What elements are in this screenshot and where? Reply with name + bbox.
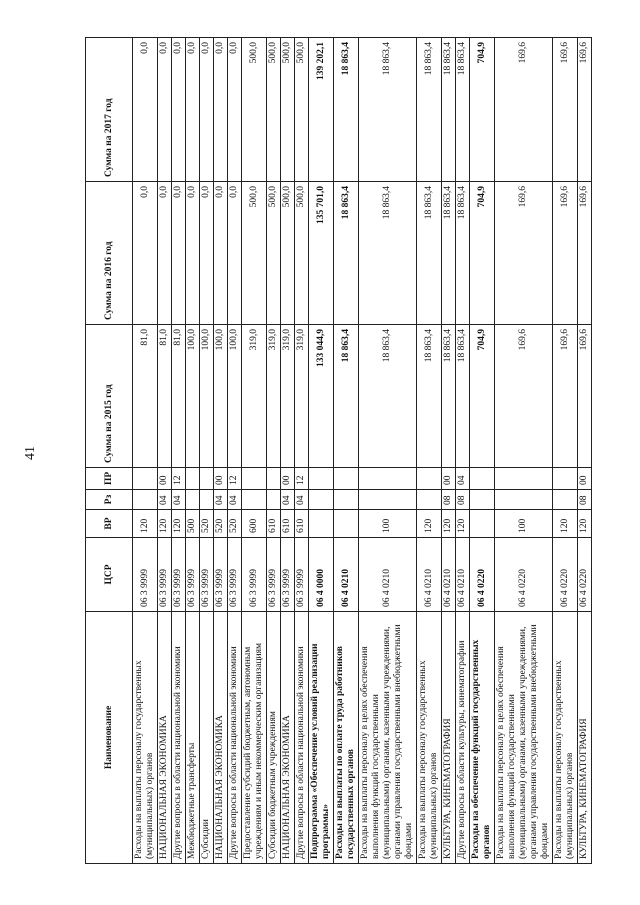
cell-sum-2016: 704,9 — [470, 182, 495, 325]
cell-name: Расходы на выплаты персоналу государственных (муниципальных) органов — [133, 612, 158, 864]
cell-name: Межбюджетные трансферты — [186, 612, 200, 864]
table-row — [186, 38, 200, 864]
cell-name: Субсидии — [200, 612, 214, 864]
cell-sum-2015: 81,0 — [172, 325, 186, 468]
cell-sum-2017: 139 202,1 — [309, 38, 334, 182]
cell-name: Другие вопросы в области национальной экономики — [228, 612, 242, 864]
cell-csr: 06 4 0210 — [359, 538, 417, 612]
cell-csr: 06 3 9999 — [242, 538, 267, 612]
cell-sum-2017: 0,0 — [186, 38, 200, 182]
cell-csr: 06 3 9999 — [228, 538, 242, 612]
table-body — [133, 38, 592, 864]
cell-pr: 00 — [158, 468, 172, 490]
cell-sum-2015: 18 863,4 — [334, 325, 359, 468]
cell-sum-2017: 18 863,4 — [334, 38, 359, 182]
table-row — [172, 38, 186, 864]
cell-vr: 120 — [417, 510, 442, 538]
cell-sum-2016: 169,6 — [578, 182, 592, 325]
table-row — [295, 38, 309, 864]
cell-vr: 120 — [456, 510, 470, 538]
table-row — [309, 38, 334, 864]
table-row — [158, 38, 172, 864]
header-sum-2017: Сумма на 2017 год — [86, 38, 133, 182]
cell-sum-2015: 319,0 — [267, 325, 281, 468]
cell-sum-2015: 133 044,9 — [309, 325, 334, 468]
cell-sum-2017: 500,0 — [267, 38, 281, 182]
cell-name: КУЛЬТУРА, КИНЕМАТОГРАФИЯ — [578, 612, 592, 864]
cell-sum-2017: 169,6 — [553, 38, 578, 182]
cell-sum-2015: 81,0 — [158, 325, 172, 468]
cell-name: Субсидии бюджетным учреждениям — [267, 612, 281, 864]
cell-sum-2017: 500,0 — [242, 38, 267, 182]
cell-sum-2015: 100,0 — [228, 325, 242, 468]
cell-vr: 610 — [267, 510, 281, 538]
cell-sum-2017: 0,0 — [228, 38, 242, 182]
cell-rz: 08 — [578, 490, 592, 510]
cell-pr: 00 — [281, 468, 295, 490]
cell-sum-2017: 18 863,4 — [456, 38, 470, 182]
cell-vr: 120 — [553, 510, 578, 538]
cell-name: Расходы на выплаты персоналу в целях обеспечения выполнения функций государственными (муниципальными) органами, казенными учреждениями, органами управления государственными внебюджетными фондами — [495, 612, 553, 864]
cell-sum-2015: 18 863,4 — [417, 325, 442, 468]
cell-sum-2015: 100,0 — [214, 325, 228, 468]
cell-sum-2016: 500,0 — [281, 182, 295, 325]
cell-sum-2016: 18 863,4 — [417, 182, 442, 325]
cell-sum-2017: 169,6 — [495, 38, 553, 182]
cell-name: Расходы на выплаты персоналу государственных (муниципальных) органов — [417, 612, 442, 864]
cell-rz — [359, 490, 417, 510]
cell-sum-2015: 100,0 — [186, 325, 200, 468]
table-row — [456, 38, 470, 864]
header-vr: ВР — [86, 510, 133, 538]
cell-rz — [242, 490, 267, 510]
cell-sum-2015: 169,6 — [553, 325, 578, 468]
cell-rz: 08 — [442, 490, 456, 510]
cell-sum-2016: 500,0 — [242, 182, 267, 325]
cell-vr: 520 — [214, 510, 228, 538]
cell-vr: 500 — [186, 510, 200, 538]
cell-pr: 04 — [456, 468, 470, 490]
cell-pr: 12 — [295, 468, 309, 490]
cell-csr: 06 4 0220 — [470, 538, 495, 612]
cell-csr: 06 3 9999 — [295, 538, 309, 612]
cell-csr: 06 3 9999 — [172, 538, 186, 612]
cell-sum-2015: 319,0 — [242, 325, 267, 468]
cell-sum-2016: 0,0 — [200, 182, 214, 325]
cell-sum-2016: 169,6 — [495, 182, 553, 325]
cell-rz — [495, 490, 553, 510]
cell-csr: 06 3 9999 — [200, 538, 214, 612]
cell-rz: 04 — [158, 490, 172, 510]
cell-pr — [133, 468, 158, 490]
cell-sum-2017: 18 863,4 — [417, 38, 442, 182]
cell-pr — [200, 468, 214, 490]
table-row — [470, 38, 495, 864]
cell-sum-2016: 18 863,4 — [334, 182, 359, 325]
cell-vr: 600 — [242, 510, 267, 538]
cell-name: Расходы на выплаты персоналу в целях обеспечения выполнения функций государственными (муниципальными) органами, казенными учреждениями, органами управления государственными внебюджетными фондами — [359, 612, 417, 864]
cell-sum-2015: 18 863,4 — [442, 325, 456, 468]
cell-name: НАЦИОНАЛЬНАЯ ЭКОНОМИКА — [214, 612, 228, 864]
table-row — [200, 38, 214, 864]
cell-sum-2017: 500,0 — [295, 38, 309, 182]
cell-sum-2016: 500,0 — [267, 182, 281, 325]
cell-pr — [495, 468, 553, 490]
header-name: Наименование — [86, 612, 133, 864]
cell-sum-2016: 18 863,4 — [359, 182, 417, 325]
cell-rz — [417, 490, 442, 510]
cell-pr — [334, 468, 359, 490]
cell-vr: 100 — [359, 510, 417, 538]
cell-rz — [334, 490, 359, 510]
cell-csr: 06 4 0000 — [309, 538, 334, 612]
cell-csr: 06 4 0210 — [442, 538, 456, 612]
budget-table-frame — [85, 38, 589, 864]
cell-vr — [309, 510, 334, 538]
cell-pr: 12 — [172, 468, 186, 490]
cell-rz: 04 — [228, 490, 242, 510]
table-row — [133, 38, 158, 864]
cell-csr: 06 3 9999 — [214, 538, 228, 612]
cell-sum-2017: 0,0 — [158, 38, 172, 182]
table-row — [214, 38, 228, 864]
cell-csr: 06 4 0210 — [456, 538, 470, 612]
cell-csr: 06 4 0210 — [417, 538, 442, 612]
cell-sum-2015: 169,6 — [495, 325, 553, 468]
cell-sum-2015: 169,6 — [578, 325, 592, 468]
cell-vr: 120 — [172, 510, 186, 538]
cell-rz: 04 — [214, 490, 228, 510]
cell-name: КУЛЬТУРА, КИНЕМАТОГРАФИЯ — [442, 612, 456, 864]
cell-vr: 120 — [442, 510, 456, 538]
cell-pr — [359, 468, 417, 490]
cell-sum-2016: 0,0 — [186, 182, 200, 325]
cell-csr: 06 3 9999 — [133, 538, 158, 612]
cell-pr — [417, 468, 442, 490]
cell-name: Другие вопросы в области культуры, кинематографии — [456, 612, 470, 864]
cell-sum-2017: 704,9 — [470, 38, 495, 182]
table-row — [442, 38, 456, 864]
cell-vr — [334, 510, 359, 538]
table-row — [228, 38, 242, 864]
header-csr: ЦСР — [86, 538, 133, 612]
cell-sum-2016: 0,0 — [158, 182, 172, 325]
cell-rz — [309, 490, 334, 510]
cell-rz — [553, 490, 578, 510]
page-number: 41 — [23, 445, 38, 460]
table-row — [359, 38, 417, 864]
cell-sum-2015: 18 863,4 — [359, 325, 417, 468]
cell-rz — [267, 490, 281, 510]
cell-rz: 04 — [295, 490, 309, 510]
cell-sum-2017: 500,0 — [281, 38, 295, 182]
table-row — [417, 38, 442, 864]
cell-sum-2015: 319,0 — [281, 325, 295, 468]
budget-table — [85, 37, 592, 864]
cell-pr: 00 — [214, 468, 228, 490]
cell-rz — [133, 490, 158, 510]
header-sum-2015: Сумма на 2015 год — [86, 325, 133, 468]
cell-name: Подпрограмма «Обеспечение условий реализации программы» — [309, 612, 334, 864]
cell-rz: 04 — [172, 490, 186, 510]
cell-name: НАЦИОНАЛЬНАЯ ЭКОНОМИКА — [281, 612, 295, 864]
cell-rz — [470, 490, 495, 510]
cell-pr — [242, 468, 267, 490]
cell-vr: 100 — [495, 510, 553, 538]
table-row — [553, 38, 578, 864]
table-row — [281, 38, 295, 864]
cell-rz — [200, 490, 214, 510]
cell-pr — [553, 468, 578, 490]
cell-csr: 06 4 0220 — [578, 538, 592, 612]
cell-name: Предоставление субсидий бюджетным, автономным учреждениям и иным некоммерческим организациям — [242, 612, 267, 864]
cell-sum-2015: 100,0 — [200, 325, 214, 468]
cell-vr: 120 — [578, 510, 592, 538]
cell-sum-2017: 169,6 — [578, 38, 592, 182]
cell-sum-2017: 0,0 — [214, 38, 228, 182]
cell-pr: 00 — [442, 468, 456, 490]
cell-name: НАЦИОНАЛЬНАЯ ЭКОНОМИКА — [158, 612, 172, 864]
cell-sum-2016: 0,0 — [133, 182, 158, 325]
cell-sum-2017: 18 863,4 — [359, 38, 417, 182]
cell-sum-2016: 135 701,0 — [309, 182, 334, 325]
cell-name: Другие вопросы в области национальной экономики — [295, 612, 309, 864]
cell-vr: 610 — [295, 510, 309, 538]
cell-sum-2015: 319,0 — [295, 325, 309, 468]
cell-pr: 12 — [228, 468, 242, 490]
cell-sum-2016: 0,0 — [172, 182, 186, 325]
header-rz: Рз — [86, 490, 133, 510]
cell-csr: 06 3 9999 — [267, 538, 281, 612]
cell-sum-2017: 0,0 — [133, 38, 158, 182]
cell-rz: 08 — [456, 490, 470, 510]
cell-pr — [309, 468, 334, 490]
table-row — [242, 38, 267, 864]
table-row — [495, 38, 553, 864]
cell-pr: 00 — [578, 468, 592, 490]
cell-sum-2016: 0,0 — [214, 182, 228, 325]
cell-vr: 120 — [158, 510, 172, 538]
cell-vr: 520 — [228, 510, 242, 538]
cell-sum-2016: 18 863,4 — [456, 182, 470, 325]
cell-csr: 06 3 9999 — [281, 538, 295, 612]
cell-rz — [186, 490, 200, 510]
cell-csr: 06 3 9999 — [158, 538, 172, 612]
cell-vr — [470, 510, 495, 538]
cell-sum-2017: 18 863,4 — [442, 38, 456, 182]
cell-vr: 520 — [200, 510, 214, 538]
table-header-row — [86, 38, 133, 864]
table-row — [334, 38, 359, 864]
cell-sum-2015: 704,9 — [470, 325, 495, 468]
cell-csr: 06 4 0220 — [495, 538, 553, 612]
cell-name: Расходы на обеспечение функций государственных органов — [470, 612, 495, 864]
cell-pr — [470, 468, 495, 490]
cell-csr: 06 3 9999 — [186, 538, 200, 612]
cell-sum-2017: 0,0 — [172, 38, 186, 182]
cell-pr — [186, 468, 200, 490]
cell-name: Расходы на выплаты по оплате труда работников государственных органов — [334, 612, 359, 864]
cell-csr: 06 4 0220 — [553, 538, 578, 612]
cell-sum-2016: 0,0 — [228, 182, 242, 325]
cell-pr — [267, 468, 281, 490]
table-row — [578, 38, 592, 864]
cell-sum-2015: 18 863,4 — [456, 325, 470, 468]
cell-vr: 120 — [133, 510, 158, 538]
cell-name: Расходы на выплаты персоналу государственных (муниципальных) органов — [553, 612, 578, 864]
cell-csr: 06 4 0210 — [334, 538, 359, 612]
cell-name: Другие вопросы в области национальной экономики — [172, 612, 186, 864]
header-sum-2016: Сумма на 2016 год — [86, 182, 133, 325]
cell-sum-2016: 169,6 — [553, 182, 578, 325]
budget-table-rotated — [85, 38, 589, 864]
table-row — [267, 38, 281, 864]
header-pr: ПР — [86, 468, 133, 490]
cell-sum-2017: 0,0 — [200, 38, 214, 182]
cell-sum-2015: 81,0 — [133, 325, 158, 468]
cell-vr: 610 — [281, 510, 295, 538]
page-number-container — [16, 0, 46, 905]
cell-rz: 04 — [281, 490, 295, 510]
cell-sum-2016: 18 863,4 — [442, 182, 456, 325]
cell-sum-2016: 500,0 — [295, 182, 309, 325]
